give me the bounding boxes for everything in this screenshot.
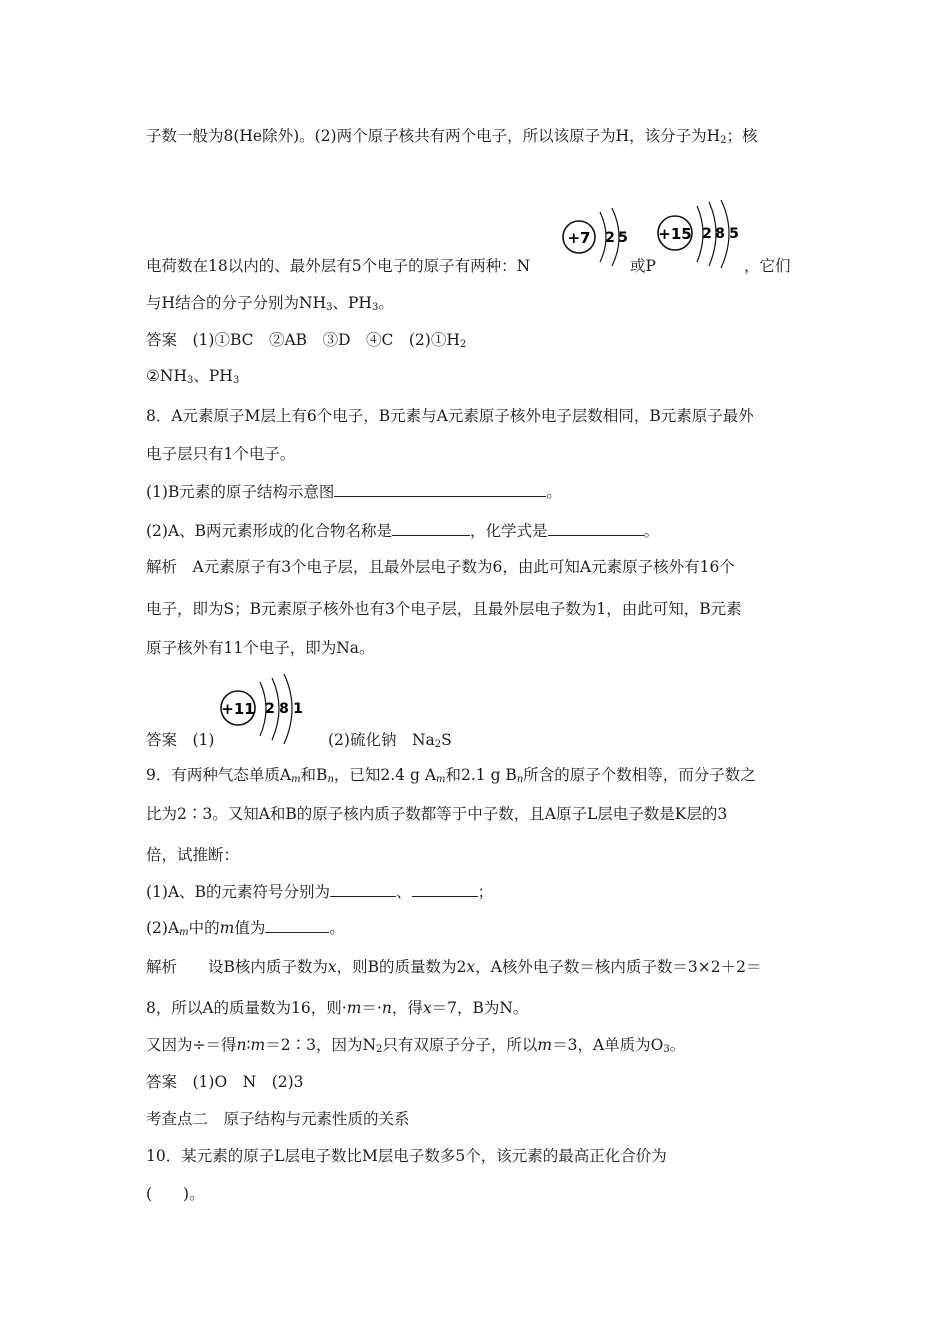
solution-9-line-3 xyxy=(146,1035,685,1060)
text: ，已知2.4 g A xyxy=(333,766,437,784)
text: ＝2∶3，因为N xyxy=(265,1036,377,1054)
text: 只有双原子分子，所以 xyxy=(382,1036,538,1054)
question-8-line-2 xyxy=(146,444,295,464)
variable-n: n xyxy=(236,1036,247,1054)
shell-count: 5 xyxy=(618,230,628,246)
answer-blank[interactable] xyxy=(392,521,470,536)
text: 解析 设B核内质子数为 xyxy=(146,958,328,976)
text: 考查点二 原子结构与元素性质的关系 xyxy=(146,1110,410,1128)
subscript: 2 xyxy=(459,339,467,350)
text: 原子核外有11个电子，即为Na。 xyxy=(146,639,375,657)
text: ＝7，B为N。 xyxy=(431,999,529,1017)
text: 答案 (1) xyxy=(146,731,215,749)
solution-line-3 xyxy=(146,293,394,318)
answer-blank[interactable] xyxy=(330,882,396,897)
section-heading xyxy=(146,1109,410,1129)
text: 8．A元素原子M层上有6个电子，B元素与A元素原子核外电子层数相同，B元素原子最外 xyxy=(146,407,754,425)
text: 中的 xyxy=(188,919,220,937)
variable-m: m xyxy=(179,927,189,938)
text: 、PH xyxy=(332,294,372,312)
text: 解析 A元素原子有3个电子层，且最外层电子数为6，由此可知A元素原子核外有16个 xyxy=(146,558,735,576)
solution-9-line-2 xyxy=(146,998,528,1018)
shell-count: 8 xyxy=(279,701,289,717)
subscript: 3 xyxy=(663,1044,670,1055)
solution-line-2 xyxy=(146,256,530,276)
question-9-part-2 xyxy=(146,918,345,943)
subscript: 3 xyxy=(232,375,240,386)
shell-count: 2 xyxy=(702,226,712,242)
shell-count: 2 xyxy=(605,230,615,246)
text: 子数一般为8(He除外)。(2)两个原子核共有两个电子，所以该原子为H，该分子为H xyxy=(146,127,721,145)
answer-parentheses: ( )。 xyxy=(146,1185,205,1203)
text: S xyxy=(441,731,452,749)
text: ＝· xyxy=(361,999,382,1017)
variable-m: m xyxy=(291,774,301,785)
atom-diagram-na xyxy=(216,672,316,750)
atom-diagram-n xyxy=(560,204,636,270)
question-10-line-2 xyxy=(146,1184,205,1204)
answer-blank[interactable] xyxy=(265,918,329,933)
variable-m: m xyxy=(436,774,446,785)
question-9-line-1 xyxy=(146,765,756,790)
text: ，得 xyxy=(391,999,423,1017)
atom-diagram-p xyxy=(655,196,755,272)
solution-8-line-3 xyxy=(146,638,375,658)
text: ，它们 xyxy=(744,257,791,275)
text: 或P xyxy=(630,257,656,275)
text: (1)A、B的元素符号分别为 xyxy=(146,883,331,901)
text: 。 xyxy=(546,483,562,501)
text: 、PH xyxy=(193,367,233,385)
answer-7-line-1 xyxy=(146,330,466,355)
text: ；核 xyxy=(726,127,758,145)
variable-x: x xyxy=(327,958,337,976)
text: 、 xyxy=(396,883,412,901)
text: 10．某元素的原子L层电子数比M层电子数多5个，该元素的最高正化合价为 xyxy=(146,1147,667,1165)
nucleus-label: +15 xyxy=(658,225,692,243)
shell-count: 2 xyxy=(265,701,275,717)
shell-count: 8 xyxy=(715,226,725,242)
text: (2)A xyxy=(146,919,180,937)
answer-9 xyxy=(146,1072,304,1092)
text: ，化学式是 xyxy=(470,522,548,540)
variable-n: n xyxy=(327,774,334,785)
text: 9．有两种气态单质A xyxy=(146,766,292,784)
text: (2)硫化钠 Na xyxy=(328,731,435,749)
text: 电荷数在18以内的、最外层有5个电子的原子有两种：N xyxy=(146,257,531,275)
solution-8-line-1 xyxy=(146,557,735,577)
subscript: 2 xyxy=(434,739,442,750)
text: ②NH xyxy=(146,367,187,385)
solution-line-2c xyxy=(744,256,791,276)
text: ∶ xyxy=(246,1036,251,1054)
variable-n: n xyxy=(516,774,524,785)
text: 又因为÷＝得 xyxy=(146,1036,237,1054)
text: 电子层只有1个电子。 xyxy=(146,445,296,463)
variable-m: m xyxy=(537,1036,553,1054)
answer-8-line-1b xyxy=(328,730,452,755)
question-9-line-2 xyxy=(146,804,727,824)
question-8-part-1 xyxy=(146,482,562,502)
text: 答案 (1)①BC ②AB ③D ④C (2)①H xyxy=(146,331,460,349)
variable-x: x xyxy=(422,999,432,1017)
text: 和B xyxy=(300,766,328,784)
text: 与H结合的分子分别为NH xyxy=(146,294,327,312)
answer-blank[interactable] xyxy=(412,882,478,897)
solution-line-2b xyxy=(630,256,656,276)
text: ； xyxy=(477,883,494,901)
text: 8，所以A的质量数为16，则· xyxy=(146,999,347,1017)
solution-8-line-2 xyxy=(146,599,742,619)
text: 所含的原子个数相等，而分子数之 xyxy=(523,766,756,784)
text: ，则B的质量数为2 xyxy=(336,958,467,976)
question-9-part-1 xyxy=(146,882,493,902)
solution-9-line-1 xyxy=(146,957,761,977)
variable-x: x xyxy=(466,958,476,976)
question-9-line-3 xyxy=(146,845,239,865)
variable-n: n xyxy=(381,999,392,1017)
answer-7-line-2 xyxy=(146,366,239,391)
subscript: 3 xyxy=(371,302,379,313)
text: ＝3，A单质为O xyxy=(552,1036,664,1054)
nucleus-label: +11 xyxy=(221,700,255,718)
text: 倍，试推断： xyxy=(146,846,240,864)
text: 答案 (1)O N (2)3 xyxy=(146,1073,304,1091)
variable-m: m xyxy=(250,1036,266,1054)
variable-m: m xyxy=(346,999,362,1017)
text: (2)A、B两元素形成的化合物名称是 xyxy=(146,522,393,540)
subscript: 2 xyxy=(376,1044,383,1055)
answer-8-line-1 xyxy=(146,730,214,750)
text: 值为 xyxy=(234,919,266,937)
text: 和2.1 g B xyxy=(445,766,517,784)
text: 。 xyxy=(329,919,345,937)
question-8-part-2 xyxy=(146,521,659,541)
subscript: 3 xyxy=(186,375,194,386)
variable-m: m xyxy=(219,919,235,937)
question-8-line-1 xyxy=(146,406,754,426)
answer-blank[interactable] xyxy=(334,482,546,497)
text: (1)B元素的原子结构示意图 xyxy=(146,483,335,501)
subscript: 2 xyxy=(720,135,727,146)
shell-count: 5 xyxy=(729,226,739,242)
text: 。 xyxy=(643,522,660,540)
text: ，A核外电子数＝核内质子数＝3×2＋2＝ xyxy=(475,958,762,976)
text: 电子，即为S；B元素原子核外也有3个电子层，且最外层电子数为1，由此可知，B元素 xyxy=(146,600,742,618)
answer-blank[interactable] xyxy=(548,521,644,536)
text: 比为2∶3。又知A和B的原子核内质子数都等于中子数，且A原子L层电子数是K层的3 xyxy=(146,805,728,823)
subscript: 3 xyxy=(326,302,333,313)
text: 。 xyxy=(378,294,394,312)
solution-line-1 xyxy=(146,126,758,151)
shell-count: 1 xyxy=(293,701,303,717)
nucleus-label: +7 xyxy=(567,229,591,247)
text: 。 xyxy=(669,1036,686,1054)
question-10-line-1 xyxy=(146,1146,667,1166)
